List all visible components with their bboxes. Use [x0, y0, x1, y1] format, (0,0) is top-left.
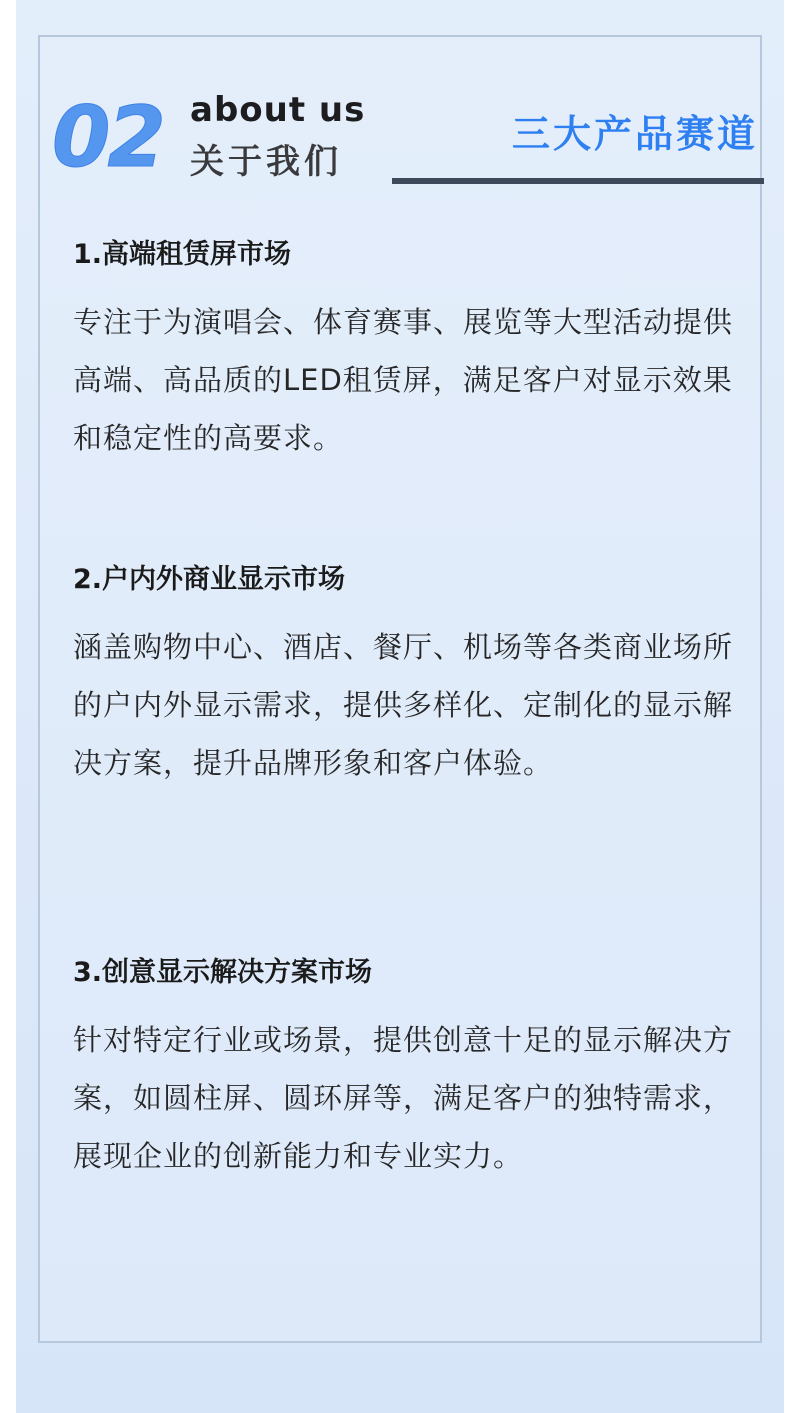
section-creative-display [73, 955, 735, 1185]
section-body: 针对特定行业或场景，提供创意十足的显示解决方案，如圆柱屏、圆环屏等，满足客户的独特需求，展现企业的创新能力和专业实力。 [73, 1023, 734, 1173]
left-margin-strip [0, 0, 16, 1413]
section-rental-screen [73, 237, 735, 467]
product-tracks-title: 三大产品赛道 [511, 112, 758, 156]
section-commercial-display [73, 562, 735, 792]
title-underline [392, 178, 764, 184]
section-number: 02 [52, 88, 163, 186]
content-card [38, 35, 762, 1343]
about-us-chinese: 关于我们 [190, 142, 342, 182]
section-body: 专注于为演唱会、体育赛事、展览等大型活动提供高端、高品质的LED租赁屏，满足客户对显示效果和稳定性的高要求。 [73, 305, 734, 455]
section-body: 涵盖购物中心、酒店、餐厅、机场等各类商业场所的户内外显示需求，提供多样化、定制化的显示解决方案，提升品牌形象和客户体验。 [73, 630, 734, 780]
section-heading: 2.户内外商业显示市场 [73, 564, 346, 595]
about-us-english: about us [190, 90, 366, 130]
section-heading: 3.创意显示解决方案市场 [73, 957, 373, 988]
right-margin-strip [784, 0, 800, 1413]
section-heading: 1.高端租赁屏市场 [73, 239, 292, 270]
